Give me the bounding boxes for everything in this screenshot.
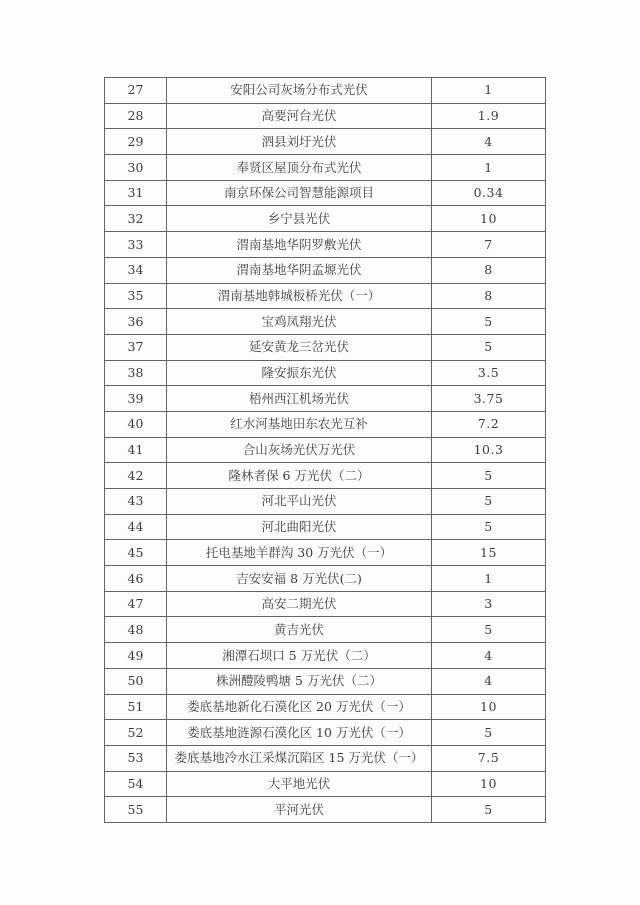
project-name-cell: 河北平山光伏 [167, 489, 432, 515]
table-row [105, 129, 546, 155]
project-name-cell: 乡宁县光伏 [167, 206, 432, 232]
table-row [105, 617, 546, 643]
table-row [105, 745, 546, 771]
row-index-cell: 32 [105, 206, 167, 232]
capacity-value-cell: 5 [432, 463, 546, 489]
project-name-cell: 渭南基地华阴孟塬光伏 [167, 257, 432, 283]
row-index-cell: 55 [105, 797, 167, 823]
table-row [105, 78, 546, 104]
capacity-value-cell: 8 [432, 257, 546, 283]
project-name-cell: 平河光伏 [167, 797, 432, 823]
table-row [105, 463, 546, 489]
row-index-cell: 51 [105, 694, 167, 720]
project-name-cell: 安阳公司灰场分布式光伏 [167, 78, 432, 104]
capacity-value-cell: 5 [432, 514, 546, 540]
table-row [105, 591, 546, 617]
project-name-cell: 大平地光伏 [167, 771, 432, 797]
project-name-cell: 娄底基地冷水江采煤沉陷区 15 万光伏（一） [167, 745, 432, 771]
project-name-cell: 隆林者保 6 万光伏（二） [167, 463, 432, 489]
capacity-value-cell: 7.5 [432, 745, 546, 771]
table-row [105, 180, 546, 206]
project-name-cell: 娄底基地涟源石漠化区 10 万光伏（一） [167, 720, 432, 746]
table-row [105, 694, 546, 720]
capacity-value-cell: 5 [432, 617, 546, 643]
project-name-cell: 延安黄龙三岔光伏 [167, 334, 432, 360]
project-name-cell: 红水河基地田东农光互补 [167, 411, 432, 437]
capacity-value-cell: 3 [432, 591, 546, 617]
capacity-value-cell: 7 [432, 232, 546, 258]
row-index-cell: 29 [105, 129, 167, 155]
capacity-value-cell: 10.3 [432, 437, 546, 463]
project-name-cell: 渭南基地华阴罗敷光伏 [167, 232, 432, 258]
table-row [105, 360, 546, 386]
row-index-cell: 33 [105, 232, 167, 258]
row-index-cell: 50 [105, 668, 167, 694]
project-name-cell: 吉安安福 8 万光伏(二) [167, 566, 432, 592]
row-index-cell: 35 [105, 283, 167, 309]
row-index-cell: 38 [105, 360, 167, 386]
row-index-cell: 34 [105, 257, 167, 283]
table-row [105, 206, 546, 232]
row-index-cell: 27 [105, 78, 167, 104]
row-index-cell: 46 [105, 566, 167, 592]
project-name-cell: 南京环保公司智慧能源项目 [167, 180, 432, 206]
table-row [105, 797, 546, 823]
capacity-value-cell: 0.34 [432, 180, 546, 206]
table-row [105, 411, 546, 437]
row-index-cell: 49 [105, 643, 167, 669]
capacity-value-cell: 10 [432, 771, 546, 797]
project-name-cell: 娄底基地新化石漠化区 20 万光伏（一） [167, 694, 432, 720]
project-name-cell: 湘潭石坝口 5 万光伏（二） [167, 643, 432, 669]
table-row [105, 386, 546, 412]
project-name-cell: 合山灰场光伏万光伏 [167, 437, 432, 463]
project-name-cell: 托电基地羊群沟 30 万光伏（一） [167, 540, 432, 566]
capacity-value-cell: 3.75 [432, 386, 546, 412]
table-row [105, 334, 546, 360]
row-index-cell: 36 [105, 309, 167, 335]
capacity-value-cell: 7.2 [432, 411, 546, 437]
capacity-value-cell: 8 [432, 283, 546, 309]
capacity-value-cell: 5 [432, 797, 546, 823]
table-row [105, 309, 546, 335]
row-index-cell: 54 [105, 771, 167, 797]
row-index-cell: 37 [105, 334, 167, 360]
row-index-cell: 43 [105, 489, 167, 515]
capacity-value-cell: 1.9 [432, 103, 546, 129]
capacity-value-cell: 4 [432, 129, 546, 155]
project-name-cell: 高安二期光伏 [167, 591, 432, 617]
row-index-cell: 44 [105, 514, 167, 540]
row-index-cell: 40 [105, 411, 167, 437]
row-index-cell: 52 [105, 720, 167, 746]
project-name-cell: 隆安振东光伏 [167, 360, 432, 386]
project-name-cell: 泗县刘圩光伏 [167, 129, 432, 155]
table-row [105, 232, 546, 258]
row-index-cell: 30 [105, 155, 167, 181]
project-name-cell: 渭南基地韩城板桥光伏（一） [167, 283, 432, 309]
project-name-cell: 株洲醴陵鸭塘 5 万光伏（二） [167, 668, 432, 694]
row-index-cell: 28 [105, 103, 167, 129]
row-index-cell: 47 [105, 591, 167, 617]
row-index-cell: 31 [105, 180, 167, 206]
row-index-cell: 45 [105, 540, 167, 566]
table-row [105, 540, 546, 566]
table-row [105, 489, 546, 515]
table-row [105, 437, 546, 463]
capacity-value-cell: 4 [432, 668, 546, 694]
table-row [105, 155, 546, 181]
row-index-cell: 42 [105, 463, 167, 489]
capacity-value-cell: 1 [432, 155, 546, 181]
table-row [105, 103, 546, 129]
table-row [105, 283, 546, 309]
capacity-value-cell: 5 [432, 309, 546, 335]
row-index-cell: 53 [105, 745, 167, 771]
capacity-value-cell: 15 [432, 540, 546, 566]
project-name-cell: 梧州西江机场光伏 [167, 386, 432, 412]
capacity-value-cell: 1 [432, 78, 546, 104]
table-row [105, 566, 546, 592]
table-body [105, 78, 546, 823]
pv-project-table [104, 77, 546, 823]
capacity-value-cell: 10 [432, 206, 546, 232]
capacity-value-cell: 4 [432, 643, 546, 669]
capacity-value-cell: 3.5 [432, 360, 546, 386]
row-index-cell: 48 [105, 617, 167, 643]
capacity-value-cell: 10 [432, 694, 546, 720]
capacity-value-cell: 1 [432, 566, 546, 592]
table-row [105, 257, 546, 283]
table-row [105, 514, 546, 540]
row-index-cell: 39 [105, 386, 167, 412]
project-name-cell: 黄吉光伏 [167, 617, 432, 643]
row-index-cell: 41 [105, 437, 167, 463]
capacity-value-cell: 5 [432, 489, 546, 515]
project-name-cell: 高要河台光伏 [167, 103, 432, 129]
capacity-value-cell: 5 [432, 720, 546, 746]
table-row [105, 668, 546, 694]
table-row [105, 771, 546, 797]
table-row [105, 643, 546, 669]
project-name-cell: 宝鸡凤翔光伏 [167, 309, 432, 335]
table-row [105, 720, 546, 746]
capacity-value-cell: 5 [432, 334, 546, 360]
project-name-cell: 河北曲阳光伏 [167, 514, 432, 540]
project-name-cell: 奉贤区屋顶分布式光伏 [167, 155, 432, 181]
